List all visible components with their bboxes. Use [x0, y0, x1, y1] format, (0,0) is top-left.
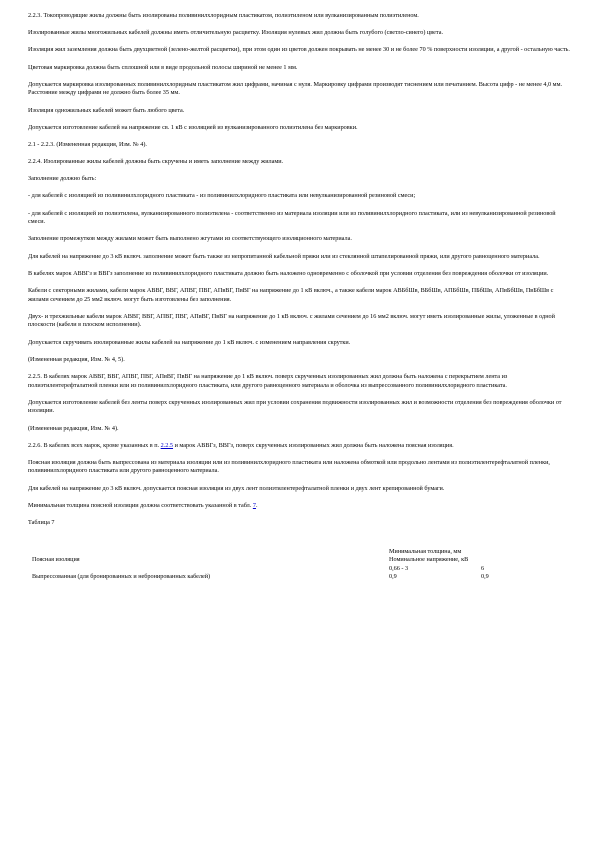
paragraph-2-2-6 [28, 442, 573, 451]
document-page [28, 12, 573, 582]
paragraph-flat-cables: Двух- и трехжильные кабели марок АВВГ, ВВГ, АПВГ, ПВГ, АПвВГ, ПвВГ на напряжение до 1 кВ включ. с жилами сечением до 16 мм2 включ. могут иметь изолированные жилы, уложенные в одной плоскости (кабели в плоском исполнении). [28, 312, 555, 329]
paragraph-color-coding: Изолированные жилы многожильных кабелей должны иметь отличительную расцветку. Изоляция нулевых жил должна быть голубого (светло-синего) цвета. [28, 29, 444, 37]
table-header-row [32, 548, 571, 557]
paragraph-ground-insulation: Изоляция жил заземления должна быть двухцветной (зелено-желтой расцветки), при этом один из цветов должен покрывать не менее 30 и не более 70 % поверхности изоляции, а другой - остальную часть. [28, 46, 570, 54]
paragraph-single-core: Изоляция одножильных кабелей может быть любого цвета. [28, 106, 185, 114]
header-belt-insulation-label: Поясная изоляция [32, 556, 80, 564]
subheader-voltage-6: 6 [481, 564, 485, 572]
link-2-2-5[interactable]: 2.2.5 [160, 441, 174, 449]
paragraph-2-2-3: 2.2.3. Токопроводящие жилы должны быть изолированы поливинилхлоридным пластикатом, полиэтиленом или вулканизированным полиэтиленом. [28, 12, 419, 19]
table-7 [32, 548, 571, 582]
paragraph-no-marking: Допускается изготовление кабелей на напряжение св. 1 кВ с изоляцией из вулканизированного полиэтилена без маркировки. [28, 123, 358, 131]
table-row [32, 573, 571, 582]
paragraph-filling-yarn: Для кабелей на напряжение до 3 кВ включ. заполнение может быть также из непропитанной кабельной пряжи или из стеклянной штапелированной пряжи, или другого равноценного материала. [28, 252, 540, 260]
paragraph-amendment-2: (Измененная редакция, Изм. № 4, 5). [28, 355, 125, 363]
table-label: Таблица 7 [28, 519, 55, 527]
paragraph-avvgz: В кабелях марок АВВГз и ВВГз заполнение из поливинилхлоридного пластиката должно быть наложено одновременно с оболочкой при условии отделения без повреждения оболочки от изоляции. [28, 269, 549, 277]
paragraph-thickness-note [28, 502, 573, 511]
thickness-note-after: . [255, 501, 258, 509]
paragraph-2-2-5: 2.2.5. В кабелях марок АВВГ, ВВГ, АПВГ, ПВГ, АПвВГ, ПвВГ на напряжение до 1 кВ включ. поверх скрученных изолированных жил должна быть наложена с перекрытием лента из полиэтилентерефталатной пленки или из поливинилхлоридного пластиката, или другого равноценного материала и оболочка из выпрессованного поливинилхлоридного пластиката. [28, 372, 508, 389]
paragraph-amendment-3: (Измененная редакция, Изм. № 4). [28, 424, 119, 432]
paragraph-2-2-4: 2.2.4. Изолированные жилы кабелей должны быть скручены и иметь заполнение между жилами. [28, 158, 284, 166]
row-value-6: 0,9 [481, 573, 489, 581]
paragraph-sector-cores: Кабели с секторными жилами, кабели марок АВВГ, ВВГ, АПВГ, ПВГ, АПвВГ, ПвВГ на напряжение до 1 кВ включ., а также кабели марок АВБбШв, ВБбШв, АПБбШв, ПБбШв, АПвБбШв, ПвБбШв с жилами сечением до 25 мм2 включ. могут быть изготовлены без заполнения. [28, 287, 554, 303]
subheader-voltage-low: 0,66 - 3 [389, 564, 409, 572]
paragraph-twist-direction: Допускается скручивать изолированные жилы кабелей на напряжение до 1 кВ включ. с изменением направления скрутки. [28, 338, 351, 346]
header-nominal-voltage: Номинальное напряжение, кВ [389, 556, 469, 564]
row-label: Выпрессованная (для бронированных и небронированных кабелей) [32, 573, 211, 581]
row-value-low: 0,9 [389, 573, 397, 581]
table-subheader-row [32, 565, 571, 574]
paragraph-2-2-6-before: 2.2.6. В кабелях всех марок, кроме указанных в п. [28, 441, 161, 449]
paragraph-belt-insulation: Поясная изоляция должна быть выпрессована из материала изоляции или из поливинилхлоридного пластиката или наложена обмоткой или продольно лентами из полиэтилентерефталатной пленки, поливинилхлоридного пластиката или другого равноценного материала. [28, 458, 550, 475]
paragraph-digit-marking: Допускается маркировка изолированных поливинилхлоридным пластикатом жил цифрами, начиная с нуля. Маркировку цифрами производят тиснением или печатанием. Высота цифр - не менее 4,0 мм. Расстояние между цифрами не должно быть более 35 мм. [28, 80, 563, 97]
paragraph-no-tape: Допускается изготовление кабелей без ленты поверх скрученных изолированных жил при условии сохранения подвижности изолированных жил и возможности отделения без повреждения оболочки от изоляции. [28, 398, 562, 415]
paragraph-marking-width: Цветовая маркировка должна быть сплошной или в виде продольной полосы шириной не менее 1 мм. [28, 63, 298, 71]
table-header-row-2 [32, 556, 571, 565]
paragraph-belt-paper: Для кабелей на напряжение до 3 кВ включ. допускается поясная изоляция из двух лент полиэтилентерефталатной пленки и двух лент крепированной бумаги. [28, 484, 445, 492]
paragraph-filling-pe: - для кабелей с изоляцией из полиэтилена, вулканизированного полиэтилена - соответственно из материала изоляции или из поливинилхлоридного пластиката, или из невулканизированной резиновой смеси. [28, 209, 556, 226]
header-belt-insulation [32, 548, 389, 557]
paragraph-amendment-1: 2.1 - 2.2.3. (Измененная редакция, Изм. № 4). [28, 140, 147, 148]
link-table-7[interactable]: 7 [252, 501, 256, 509]
header-min-thickness: Минимальная толщина, мм [389, 547, 462, 555]
paragraph-filling-pvc: - для кабелей с изоляцией из поливинилхлоридного пластиката - из поливинилхлоридного пластиката или невулканизированной резиновой смеси; [28, 192, 416, 200]
paragraph-filling-gaps: Заполнение промежутков между жилами может быть выполнено жгутами из соответствующего изоляционного материала. [28, 235, 352, 243]
paragraph-filling-intro: Заполнение должно быть: [28, 175, 97, 183]
thickness-note-before: Минимальная толщина поясной изоляции должна соответствовать указанной в табл. [28, 501, 253, 509]
paragraph-2-2-6-after: и марок АВВГз, ВВГз, поверх скрученных изолированных жил должна быть наложена поясная изоляция. [173, 441, 454, 449]
